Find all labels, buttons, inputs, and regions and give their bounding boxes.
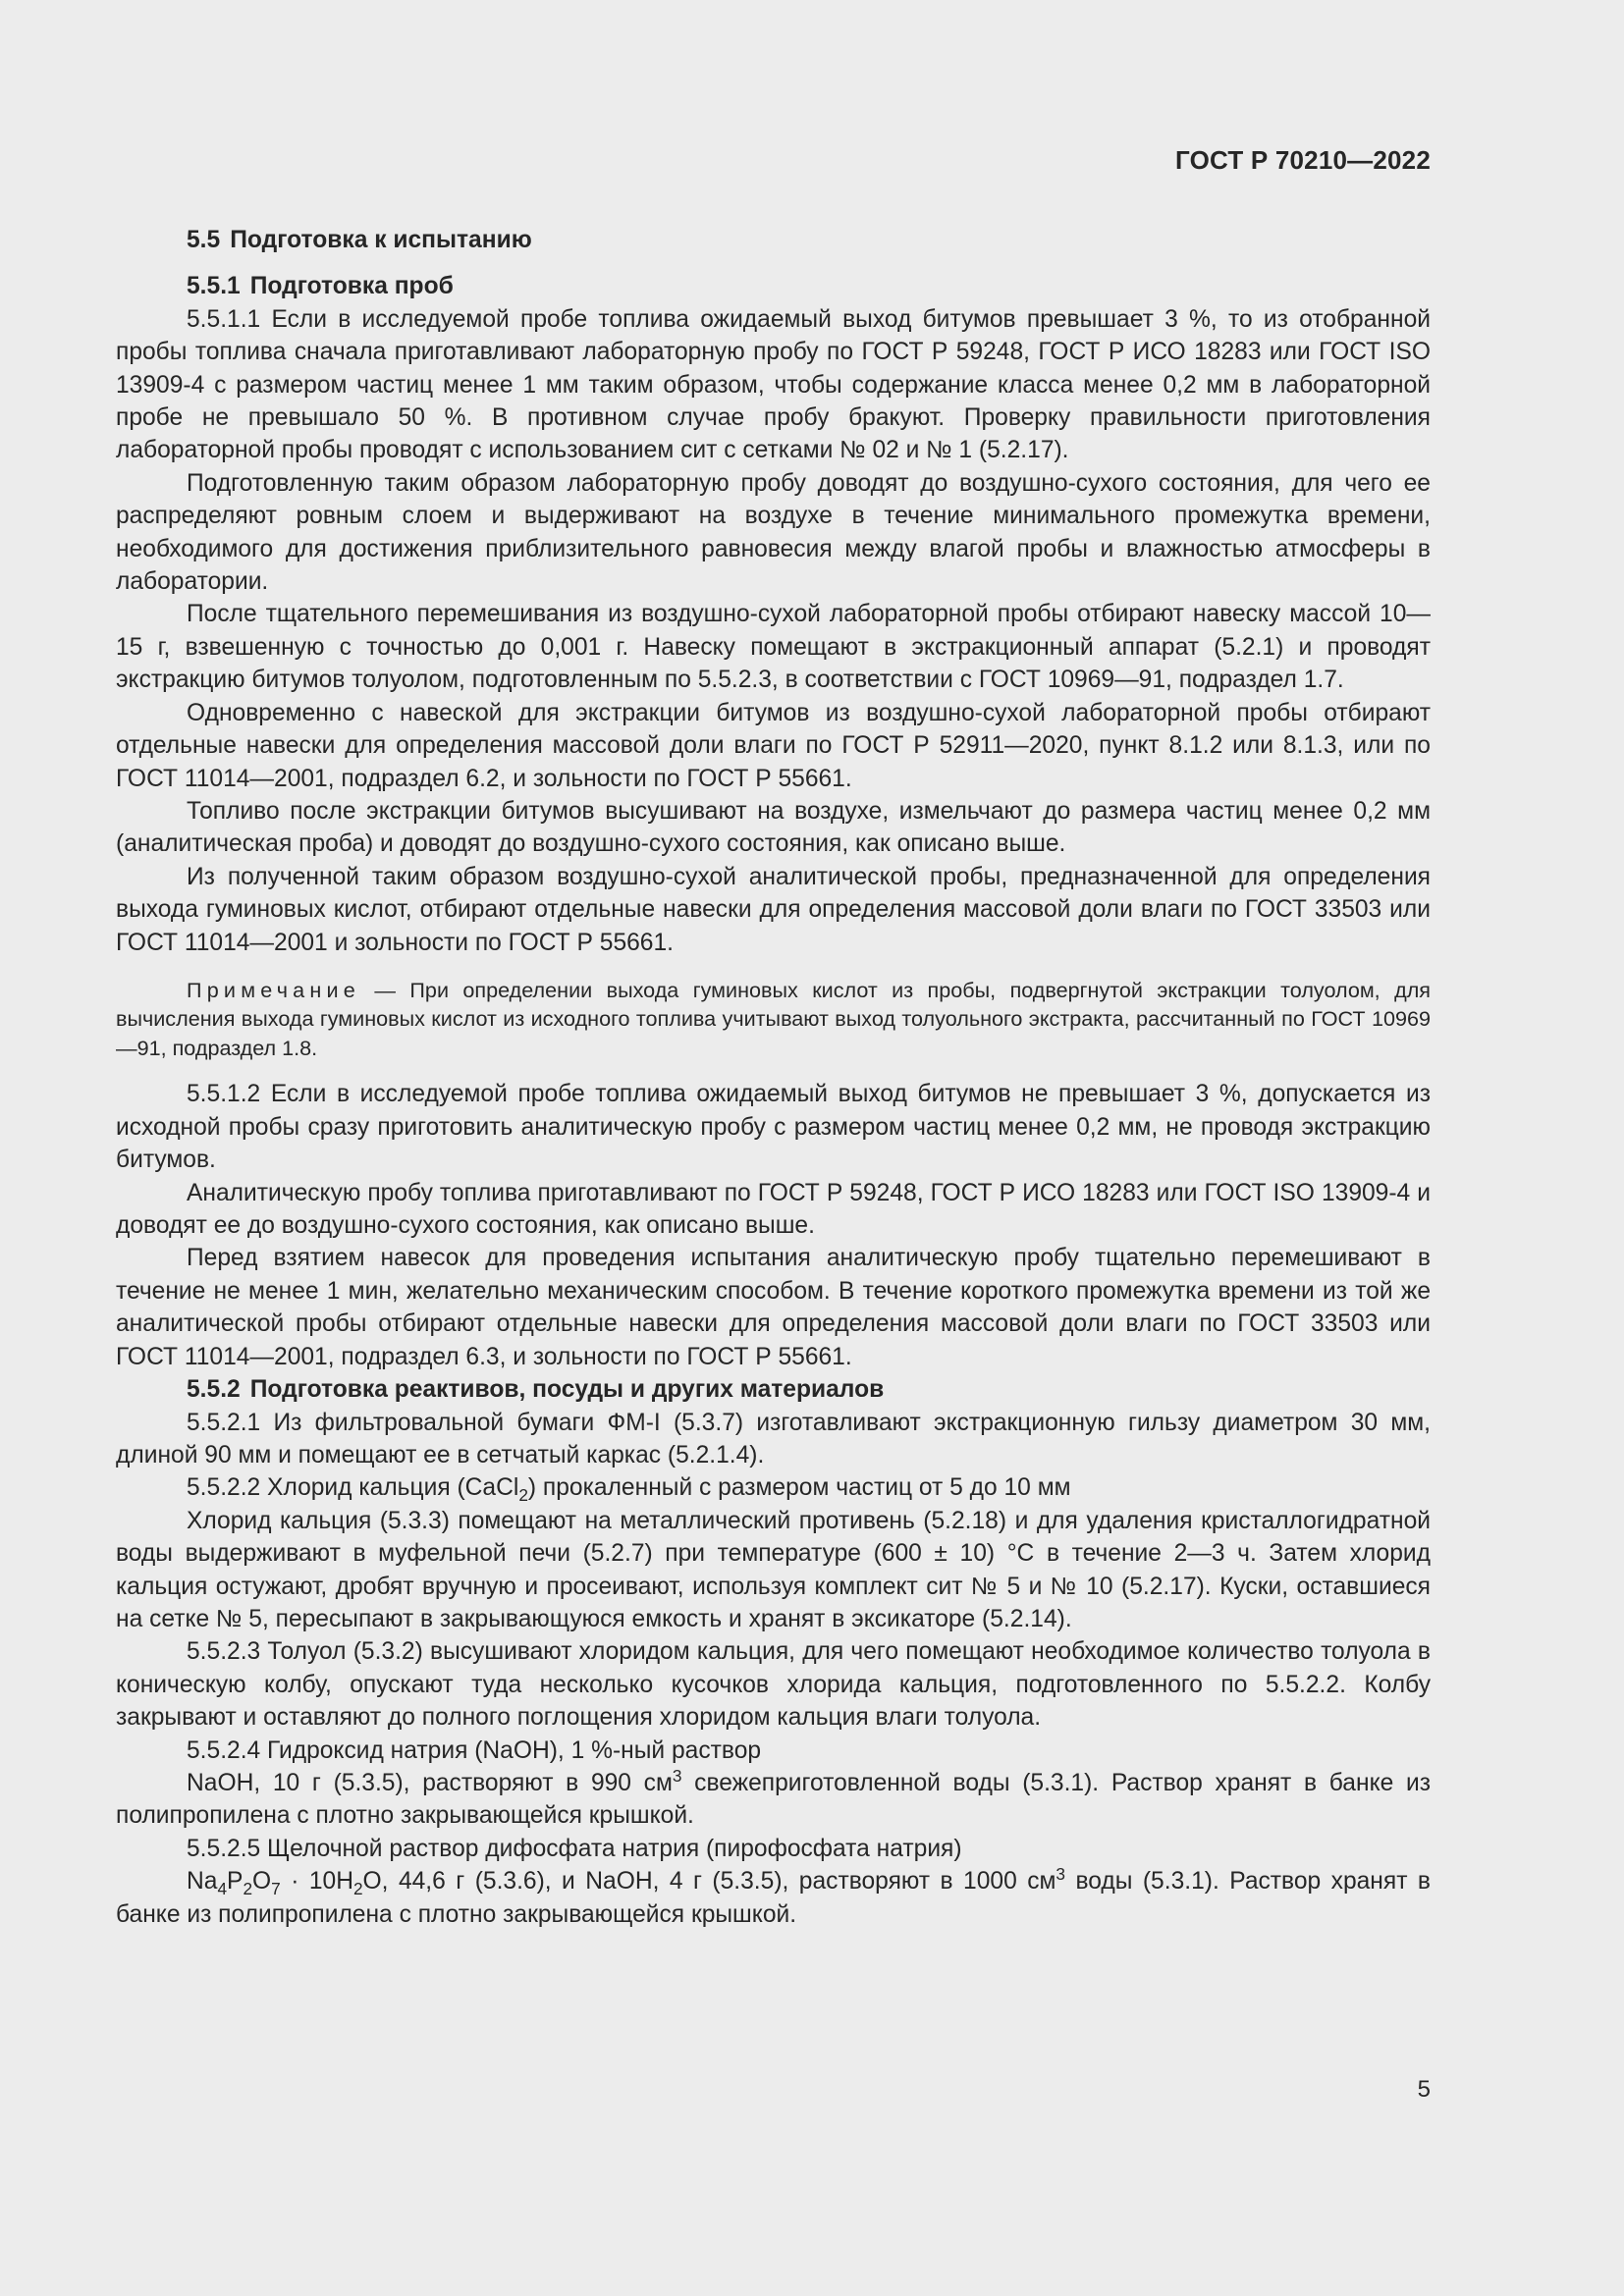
text-run: ) прокаленный с размером частиц от 5 до 10 мм — [527, 1474, 1071, 1502]
superscript: 3 — [672, 1765, 682, 1786]
subscript: 2 — [518, 1485, 528, 1506]
subscript: 7 — [271, 1879, 281, 1899]
section-number: 5.5.2 — [187, 1376, 241, 1404]
section-heading-5-5-2 — [116, 1373, 1431, 1406]
paragraph-5-5-2-3: 5.5.2.3 Толуол (5.3.2) высушивают хлоридом кальция, для чего помещают необходимое количество толуола в коническую колбу, опускают туда несколько кусочков хлорида кальция, подготовленного по 5.5.2.2. Колбу закрывают и оставляют до полного поглощения хлоридом кальция влаги толуола. — [116, 1638, 1431, 1732]
text-run: O — [252, 1868, 272, 1896]
superscript: 3 — [1056, 1864, 1065, 1885]
subscript: 2 — [243, 1879, 253, 1899]
paragraph-5-5-2-5: 5.5.2.5 Щелочной раствор дифосфата натрия (пирофосфата натрия) — [187, 1835, 962, 1862]
text-run: O, 44,6 г (5.3.6), и NaOH, 4 г (5.3.5), растворяют в 1000 см — [362, 1868, 1056, 1896]
text-run: воды (5.3.1). Раствор хранят в банке из полипропилена с плотно закрывающейся крышкой. — [116, 1868, 1431, 1928]
note-text: — При определении выхода гуминовых кислот из пробы, подвергнутой экстракции толуолом, для вычисления выхода гуминовых кислот из исходного топлива учитывают выход толуольного экстракта, рассчитанный по ГОСТ 10969—91, подраздел 1.8. — [116, 977, 1431, 1060]
subscript: 2 — [352, 1879, 363, 1899]
paragraph — [116, 1767, 1431, 1833]
paragraph: Хлорид кальция (5.3.3) помещают на металлический противень (5.2.18) и для удаления кристаллогидратной воды выдерживают в муфельной печи (5.2.7) при температуре (600 ± 10) °С в течение 2—3 ч. Затем хлорид кальция остужают, дробят вручную и просеивают, используя комплект сит № 5 и № 10 (5.2.17). Куски, оставшиеся на сетке № 5, пересыпают в закрывающуюся емкость и хранят в эксикаторе (5.2.14). — [116, 1507, 1431, 1632]
paragraph: Одновременно с навеской для экстракции битумов из воздушно-сухой лабораторной пробы отбирают отдельные навески для определения массовой доли влаги по ГОСТ Р 52911—2020, пункт 8.1.2 или 8.1.3, или по ГОСТ 11014—2001, подраздел 6.2, и зольности по ГОСТ Р 55661. — [116, 699, 1431, 792]
paragraph: Из полученной таким образом воздушно-сухой аналитической пробы, предназначенной для определения выхода гуминовых кислот, отбирают отдельные навески для определения массовой доли влаги по ГОСТ 33503 или ГОСТ 11014—2001 и зольности по ГОСТ Р 55661. — [116, 863, 1431, 956]
text-run: свежеприготовленной воды (5.3.1). Раствор хранят в банке из полипропилена с плотно закрывающейся крышкой. — [116, 1769, 1431, 1830]
paragraph-formula — [116, 1865, 1431, 1931]
section-heading-5-5-1 — [116, 270, 1431, 302]
paragraph: Перед взятием навесок для проведения испытания аналитическую пробу тщательно перемешивают в течение не менее 1 мин, желательно механическим способом. В течение короткого промежутка времени из той же аналитической пробы отбирают отдельные навески для определения массовой доли влаги по ГОСТ 33503 или ГОСТ 11014—2001, подраздел 6.3, и зольности по ГОСТ Р 55661. — [116, 1245, 1431, 1370]
document-page — [116, 0, 1431, 2296]
text-run: · 10H — [280, 1868, 353, 1896]
section-heading-5-5 — [116, 224, 1431, 256]
paragraph: После тщательного перемешивания из воздушно-сухой лабораторной пробы отбирают навеску массой 10—15 г, взвешенную с точностью до 0,001 г. Навеску помещают в экстракционный аппарат (5.2.1) и проводят экстракцию битумов толуолом, подготовленным по 5.5.2.3, в соответствии с ГОСТ 10969—91, подраздел 1.7. — [116, 601, 1431, 694]
note-label: Примечание — [187, 977, 360, 1002]
section-title: Подготовка проб — [249, 273, 454, 300]
text-run: P — [227, 1868, 244, 1896]
section-title: Подготовка реактивов, посуды и других материалов — [249, 1376, 885, 1404]
text-run: 5.5.2.2 Хлорид кальция (CaCl — [187, 1474, 519, 1502]
section-number: 5.5.1 — [187, 273, 241, 300]
paragraph: Аналитическую пробу топлива приготавливают по ГОСТ Р 59248, ГОСТ Р ИСО 18283 или ГОСТ ISO 13909-4 и доводят ее до воздушно-сухого состояния, как описано выше. — [116, 1179, 1431, 1240]
page-number: 5 — [1417, 2076, 1431, 2103]
document-code-header: ГОСТ Р 70210—2022 — [1175, 145, 1431, 175]
paragraph-5-5-2-4: 5.5.2.4 Гидроксид натрия (NaOH), 1 %-ный раствор — [187, 1736, 762, 1764]
section-number: 5.5 — [187, 227, 221, 253]
paragraph: Подготовленную таким образом лабораторную пробу доводят до воздушно-сухого состояния, для чего ее распределяют ровным слоем и выдерживают на воздухе в течение минимального промежутка времени, необходимого для достижения приблизительного равновесия между влагой пробы и влажностью атмосферы в лаборатории. — [116, 469, 1431, 596]
text-run: NaOH, 10 г (5.3.5), растворяют в 990 см — [187, 1769, 673, 1796]
paragraph: Топливо после экстракции битумов высушивают на воздухе, измельчают до размера частиц менее 0,2 мм (аналитическая проба) и доводят до воздушно-сухого состояния, как описано выше. — [116, 797, 1431, 858]
paragraph-5-5-2-2 — [116, 1471, 1431, 1504]
paragraph-5-5-2-1: 5.5.2.1 Из фильтровальной бумаги ФМ-I (5.3.7) изготавливают экстракционную гильзу диаметром 30 мм, длиной 90 мм и помещают ее в сетчатый каркас (5.2.1.4). — [116, 1409, 1431, 1468]
paragraph-5-5-1-2: 5.5.1.2 Если в исследуемой пробе топлива ожидаемый выход битумов не превышает 3 %, допускается из исходной пробы сразу приготовить аналитическую пробу с размером частиц менее 0,2 мм, не проводя экстракцию битумов. — [116, 1081, 1431, 1174]
note-block — [116, 976, 1431, 1063]
subscript: 4 — [217, 1879, 228, 1899]
document-body — [116, 224, 1431, 1931]
section-title: Подготовка к испытанию — [230, 227, 532, 253]
paragraph-5-5-1-1: 5.5.1.1 Если в исследуемой пробе топлива ожидаемый выход битумов превышает 3 %, то из отобранной пробы топлива сначала приготавливают лабораторную пробу по ГОСТ Р 59248, ГОСТ Р ИСО 18283 или ГОСТ ISO 13909-4 с размером частиц менее 1 мм таким образом, чтобы содержание класса менее 0,2 мм в лабораторной пробе не превышало 50 %. В противном случае пробу бракуют. Проверку правильности приготовления лабораторной пробы проводят с использованием сит с сетками № 02 и № 1 (5.2.17). — [116, 305, 1431, 464]
text-run: Na — [187, 1868, 218, 1896]
